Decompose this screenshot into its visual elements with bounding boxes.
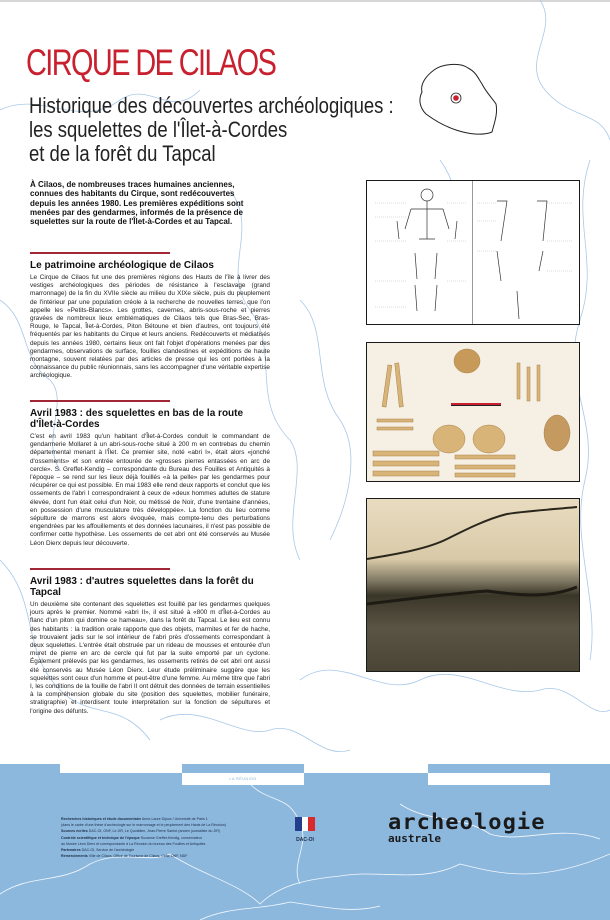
section-heading: Le patrimoine archéologique de Cilaos — [30, 260, 214, 271]
section-body: Un deuxième site contenant des squelettes est fouillé par les gendarmes quelques jours après le premier. Nommé «abri II», il est situé à «800 m d'Îlet-à-Cordes au flanc d'un piton qui domine ce hameau», dans la forêt du Tapcal. Le lieu est connu des habitants : la tradition orale rapporte que des objets, marmites et fer de hache, se trouvaient jadis sur le sol intérieur de l'abri près d'ossements correspondant à deux squelettes. L'entrée était obstruée par un rideau de mousses et entourée d'un muret de pierre en arc de cercle qui fut par la suite emporté par un cyclone. Également prélevés par les gendarmes, les ossements retirés de cet abri ont aussi été conservés au Musée Léon Dierx. Leur étude préliminaire suggère que les squelettes sont ceux d'un homme et peut-être d'une femme. Au même titre que l'abri I, les conditions de la fouille de l'abri II ont détruit des données de terrain essentielles à la compréhension globale du site (position des squelettes, mobilier funéraire, stratigraphie) et interdisent toute interprétation sur la fonction de sépultures et l'origine des défunts. — [30, 601, 270, 715]
section-tapcal — [30, 568, 270, 716]
credit-line: Sources écrites DAC-OI, ONF, Le JIR, Le Quotidien, Jean-Pierre Santot (ancien journaliste du JIR) — [61, 829, 221, 834]
footer-tab — [428, 773, 550, 785]
section-divider — [30, 252, 170, 254]
french-flag-icon — [295, 817, 315, 831]
section-patrimoine — [30, 252, 270, 381]
section-heading: Avril 1983 : d'autres squelettes dans la forêt du Tapcal — [30, 576, 254, 598]
section-heading: Avril 1983 : des squelettes en bas de la route d'Îlet-à-Cordes — [30, 408, 244, 430]
scale-bar — [451, 403, 501, 405]
reunion-island-map-icon — [412, 58, 504, 142]
region-label: LA RÉUNION — [229, 776, 257, 781]
credit-line: du Musée Léon Dierx et correspondante à La Réunion du bureau des Fouilles et Antiquités — [61, 841, 206, 846]
section-body: C'est en avril 1983 qu'un habitant d'Îlet-à-Cordes conduit le commandant de gendarmerie Mollaret à un abri-sous-roche situé à 200 m en contrebas du chemin départemental menant à l'Îlet. Ce premier site, noté «abri I», était alors «jonché d'ossements» et son entrée entourée de «grosses pierres entassées en arc de cercle». S. Greffet-Kendig – correspondante du Bureau des Fouilles et Antiquités à l'époque – se rend sur les lieux déjà fouillés «à la pelle» par les gendarmes pour récupérer ce qui est possible. En mai 1983 elle rend deux rapports et conclut que les ossements de l'abri I correspondraient à ceux de «deux hommes adultes de stature élevée, dont l'un était celui d'un Noir, ou métissé de Noir, d'une trentaine d'années, en possession d'une musculature très développée». La fonction du lieu comme sépulture de marrons est alors évoquée, mais compte-tenu des perturbations engendrées par les affouillements et des données lacunaires, il n'est pas possible de confirmer cette hypothèse. Les ossements de cet abri ont été conservés au Musée Léon Dierx depuis leur découverte. — [30, 433, 270, 547]
cave-photo-figure — [366, 498, 580, 672]
credit-line: Contrôle scientifique et technique de l'époque Suzanne Greffet-Kendig, conservateur — [61, 835, 202, 840]
page-title: CIRQUE DE CILAOS — [26, 42, 276, 83]
section-divider — [30, 568, 170, 570]
credit-line: Partenaires DAC-OI, Service de l'archéologie — [61, 848, 135, 853]
section-ilet-a-cordes — [30, 400, 270, 548]
subtitle-line-1: Historique des découvertes archéologiques : — [29, 93, 394, 118]
skeleton-drawing-figure — [366, 180, 580, 325]
subtitle-line-2: les squelettes de l'Îlet-à-Cordes — [29, 117, 288, 142]
bones-photo-figure — [366, 342, 580, 482]
footer-tab-reunion — [182, 773, 304, 785]
brand-main: archeologie — [388, 810, 546, 834]
credit-line: Recherches historiques et étude documentaire Anne-Laure Dijoux / Université de Paris 1 — [61, 817, 208, 821]
section-divider — [30, 400, 170, 402]
credits-block — [61, 816, 286, 859]
top-border — [0, 0, 610, 2]
archeologie-australe-logo — [388, 810, 546, 845]
cave-photo-image — [367, 499, 577, 669]
bones-photo-image — [367, 343, 577, 479]
section-body: Le Cirque de Cilaos fut une des premières régions des Hauts de l'île à livrer des vestiges archéologiques des périodes de résistance à l'esclavage (grand marronnage) de la fin du XVIIe siècle au milieu du XIXe siècle, puis du peuplement de l'intérieur par une population créole à la recherche de nouvelles terres, que l'on appelle les «Petits-Blancs». Les grottes, cavernes, abris-sous-roche et pierres gravées de nombreux lieux emblématiques de Cilaos tels que Bras-Sec, Bras-Rouge, le Tapcal, Îlet-à-Cordes, Piton Bétoune et bien d'autres, ont toujours été fréquentés par les habitants du Cirque et leurs anciens. Redécouverts et médiatisés depuis les années 1980, certains lieux ont fait l'objet d'opérations menées par des gendarmes, observations de surface, fouilles clandestines et expéditions de haute montagne, souvent relatées par des articles de presse qui les ont portées à la connaissance du public réunionnais, sans les accompagner d'une véritable expertise archéologique. — [30, 274, 270, 380]
intro-paragraph: À Cilaos, de nombreuses traces humaines anciennes, connues des habitants du Cirque, sont redécouvertes depuis les années 1980. Les premières expéditions sont menées par des gendarmes, informés de la présence de squelettes sur la route de l'Îlet-à-Cordes et au Tapcal. — [30, 180, 244, 227]
footer-tab — [304, 761, 428, 773]
location-marker — [453, 95, 459, 101]
credit-line: (dans le cadre d'une thèse d'archéologie sur le marronnage et le peuplement des Hauts de La Réunion) — [61, 823, 226, 828]
subtitle-line-3: et de la forêt du Tapcal — [29, 141, 216, 166]
dac-oi-label: DAC-OI — [296, 837, 314, 843]
footer-tab — [60, 761, 182, 773]
panel-divider — [472, 181, 473, 324]
page-subtitle — [29, 94, 394, 166]
brand-sub: australe — [388, 832, 441, 845]
credit-line: Remerciements Ville de Cilaos, Office de Tourisme de Cilaos, Cirta, ONF, NDF — [61, 854, 188, 859]
dac-oi-logo — [292, 817, 318, 843]
